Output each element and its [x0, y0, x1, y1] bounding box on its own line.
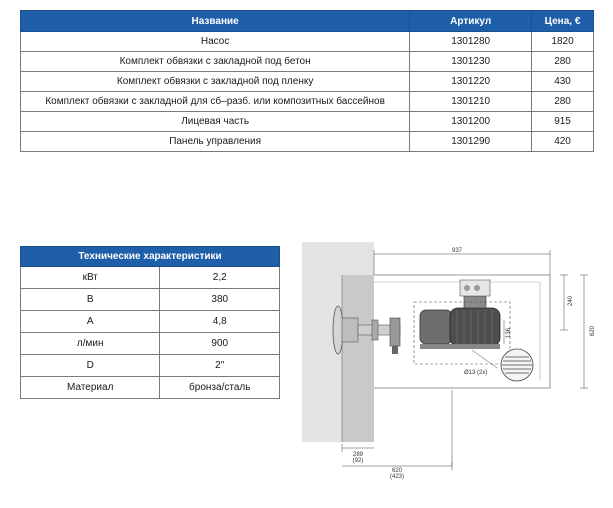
- product-price: 280: [532, 52, 594, 72]
- dim-bottom-1: 289: [352, 452, 364, 458]
- table-row: [21, 32, 594, 52]
- spec-table-title: Технические характеристики: [21, 247, 280, 267]
- control-knob: [464, 285, 470, 291]
- table-row: [21, 311, 280, 333]
- spec-value: 900: [160, 333, 280, 355]
- product-article: 1301280: [410, 32, 532, 52]
- dim-right-large: 620: [590, 325, 596, 336]
- table-row: [21, 92, 594, 112]
- pump-housing: [420, 310, 452, 344]
- pipe-flange: [372, 320, 378, 340]
- motor: [450, 308, 500, 346]
- pump-base: [420, 344, 500, 349]
- spec-label: Материал: [21, 377, 160, 399]
- valve-stem: [392, 346, 398, 354]
- product-price: 915: [532, 112, 594, 132]
- dim-bottom-1b: (92): [352, 458, 364, 464]
- hole-label: Ø13 (2x): [464, 370, 488, 376]
- product-name: Комплект обвязки с закладной под бетон: [21, 52, 410, 72]
- table-row: [21, 267, 280, 289]
- spec-table: [20, 246, 280, 399]
- table-row: [21, 52, 594, 72]
- spec-label: D: [21, 355, 160, 377]
- spec-label: В: [21, 289, 160, 311]
- product-price: 430: [532, 72, 594, 92]
- spec-label: кВт: [21, 267, 160, 289]
- table-row: [21, 355, 280, 377]
- product-price: 280: [532, 92, 594, 112]
- valve: [390, 318, 400, 346]
- dim-bottom-2: 620: [391, 468, 403, 474]
- table-row: [21, 377, 280, 399]
- spec-value: 380: [160, 289, 280, 311]
- dim-bottom-2b: (423): [389, 474, 405, 480]
- wall-section: [342, 275, 374, 442]
- spec-value: бронза/сталь: [160, 377, 280, 399]
- product-article: 1301220: [410, 72, 532, 92]
- header-price: Цена, €: [532, 11, 594, 32]
- table-row: [21, 112, 594, 132]
- product-name: Панель управления: [21, 132, 410, 152]
- spec-value: 2": [160, 355, 280, 377]
- table-row: [21, 72, 594, 92]
- dim-mid: 136: [506, 327, 512, 338]
- spec-label: А: [21, 311, 160, 333]
- control-knob: [474, 285, 480, 291]
- table-row: [21, 289, 280, 311]
- header-article: Артикул: [410, 11, 532, 32]
- product-name: Комплект обвязки с закладной для сб–разб. или композитных бассейнов: [21, 92, 410, 112]
- header-name: Название: [21, 11, 410, 32]
- price-table-header: [21, 11, 594, 32]
- product-name: Комплект обвязки с закладной под пленку: [21, 72, 410, 92]
- product-article: 1301230: [410, 52, 532, 72]
- price-table: [20, 10, 594, 152]
- nozzle-face: [333, 306, 343, 354]
- product-article: 1301200: [410, 112, 532, 132]
- product-name: Насос: [21, 32, 410, 52]
- pump-installation-drawing: [302, 240, 602, 480]
- product-article: 1301290: [410, 132, 532, 152]
- table-row: [21, 333, 280, 355]
- product-name: Лицевая часть: [21, 112, 410, 132]
- spec-value: 2,2: [160, 267, 280, 289]
- spec-value: 4,8: [160, 311, 280, 333]
- product-price: 420: [532, 132, 594, 152]
- dim-top: 937: [451, 248, 463, 254]
- product-article: 1301210: [410, 92, 532, 112]
- table-row: [21, 132, 594, 152]
- nozzle-body: [342, 318, 358, 342]
- product-price: 1820: [532, 32, 594, 52]
- spec-label: л/мин: [21, 333, 160, 355]
- dim-right-small: 240: [568, 295, 574, 306]
